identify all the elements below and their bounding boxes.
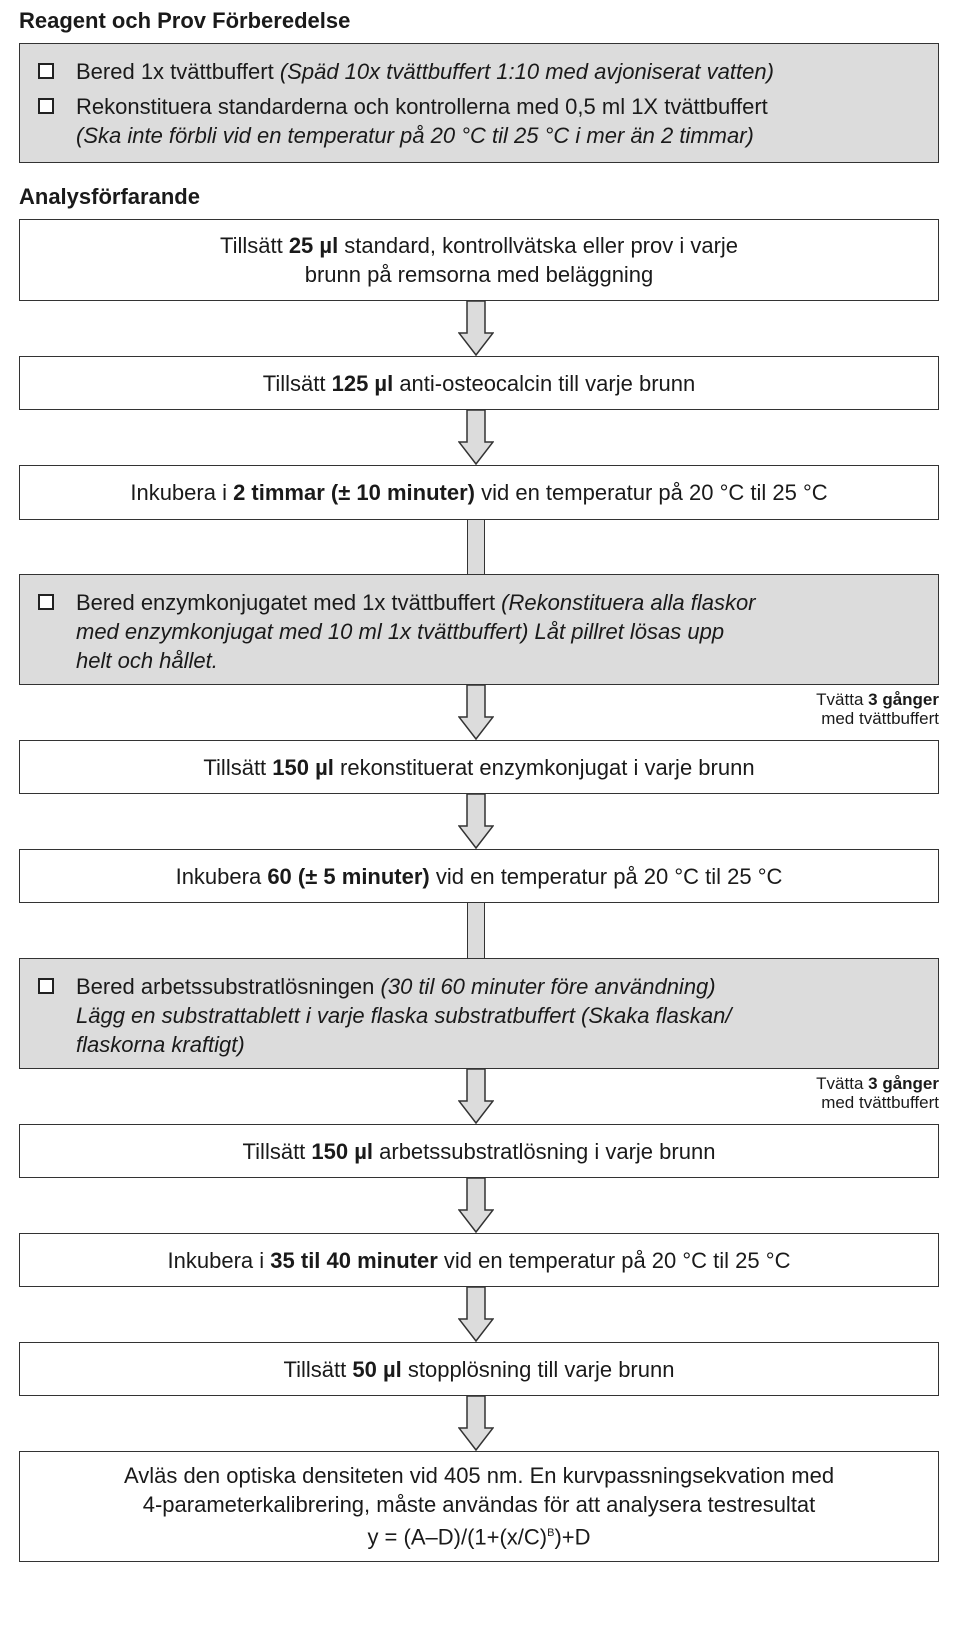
step-8-text-c: stopplösning till varje brunn [401,1356,675,1382]
checkbox-icon[interactable] [38,594,54,610]
step-8-box [19,1342,939,1396]
prep-item-2-note: (Ska inte förbli vid en temperatur på 20 °C til 25 °C i mer än 2 timmar) [76,123,754,148]
down-arrow-icon [458,301,494,357]
wash-note-1-c: med tvättbuffert [821,709,939,728]
step-3-text-c: vid en temperatur på 20 °C til 25 °C [475,480,828,505]
wash-note-1-a: Tvätta [816,690,869,709]
checkbox-icon[interactable] [38,63,54,79]
step-6-text-c: arbetssubstratlösning i varje brunn [373,1138,716,1164]
step-4-text-c: rekonstituerat enzymkonjugat i varje brunn [333,754,755,780]
step-7-text-a: Inkubera i [167,1247,271,1273]
prep-enzyme-note-1: (Rekonstituera alla flaskor [501,590,756,615]
step-6-text-a: Tillsätt [242,1138,312,1164]
prep-enzyme-label: Bered enzymkonjugatet med 1x tvättbuffert [76,590,502,615]
step-1-volume: 25 µl [288,233,339,258]
prep-substrate-label: Bered arbetssubstratlösningen [76,974,381,999]
checkbox-icon[interactable] [38,978,54,994]
formula [367,1519,590,1551]
down-arrow-icon [458,410,494,466]
prep-heading: Reagent och Prov Förberedelse [19,8,351,33]
down-arrow-icon [458,685,494,741]
prep-substrate-box [19,958,939,1069]
step-7-box [19,1233,939,1287]
wash-note-2-count: 3 gånger [868,1074,939,1093]
down-arrow-icon [458,794,494,850]
step-9-box [19,1451,939,1562]
down-arrow-icon [458,1178,494,1234]
step-9-line-1: Avläs den optiska densiteten vid 405 nm. En kurvpassningsekvation med [123,1463,835,1489]
formula-a: y = (A–D)/(1+(x/C) [367,1524,548,1550]
step-2-text-a: Tillsätt [262,370,332,396]
formula-exponent: B [547,1527,555,1540]
down-arrow-icon [458,1396,494,1452]
prep-enzyme-note-3: helt och hållet. [76,648,218,673]
prep-substrate-note-3: flaskorna kraftigt) [76,1032,245,1057]
prep-item-2-label: Rekonstituera standarderna och kontrollerna med 0,5 ml 1X tvättbuffert [76,94,768,119]
analysis-heading: Analysförfarande [19,184,200,209]
step-3-duration: 2 timmar (± 10 minuter) [233,480,475,505]
wash-note-1 [816,690,939,728]
step-4-box [19,740,939,794]
step-3-text-a: Inkubera i [130,480,234,505]
step-8-volume: 50 µl [352,1356,402,1382]
step-5-text-a: Inkubera [175,863,268,889]
step-5-text-c: vid en temperatur på 20 °C til 25 °C [429,863,783,889]
wash-note-2-c: med tvättbuffert [821,1093,939,1112]
step-6-volume: 150 µl [311,1138,374,1164]
down-arrow-icon [458,1287,494,1343]
step-2-box [19,356,939,410]
prep-enzyme-note-2: med enzymkonjugat med 10 ml 1x tvättbuffert) Låt pillret lösas upp [76,619,725,644]
wash-note-1-count: 3 gånger [868,690,939,709]
prep-substrate-note-2: Lägg en substrattablett i varje flaska substratbuffert (Skaka flaskan/ [76,1003,732,1028]
step-2-text-c: anti-osteocalcin till varje brunn [393,370,696,396]
prep-item-1-label: Bered 1x tvättbuffert [76,59,274,84]
step-4-text-a: Tillsätt [203,754,273,780]
step-5-duration: 60 (± 5 minuter) [267,863,430,889]
step-4-volume: 150 µl [272,754,334,780]
step-6-box [19,1124,939,1178]
formula-b: )+D [554,1524,591,1550]
step-2-volume: 125 µl [331,370,394,396]
step-1-box [19,219,939,301]
prep-enzyme-box [19,574,939,685]
step-3-box [19,465,939,520]
down-arrow-icon [458,1069,494,1125]
checkbox-icon[interactable] [38,98,54,114]
step-1-text-d: brunn på remsorna med beläggning [304,262,654,287]
step-9-line-2: 4-parameterkalibrering, måste användas för att analysera testresultat [142,1492,816,1518]
step-7-duration: 35 til 40 minuter [270,1247,438,1273]
wash-note-2 [816,1074,939,1112]
prep-item-1-note: (Späd 10x tvättbuffert 1:10 med avjoniserat vatten) [279,59,774,84]
connector-bar [467,903,485,958]
step-1-text-c: standard, kontrollvätska eller prov i varje [338,233,739,258]
step-5-box [19,849,939,903]
prep-box [19,43,939,163]
connector-bar [467,520,485,574]
step-1-text-a: Tillsätt [219,233,289,258]
step-7-text-c: vid en temperatur på 20 °C til 25 °C [437,1247,791,1273]
step-8-text-a: Tillsätt [283,1356,353,1382]
prep-substrate-note-1: (30 til 60 minuter före användning) [380,974,716,999]
wash-note-2-a: Tvätta [816,1074,869,1093]
